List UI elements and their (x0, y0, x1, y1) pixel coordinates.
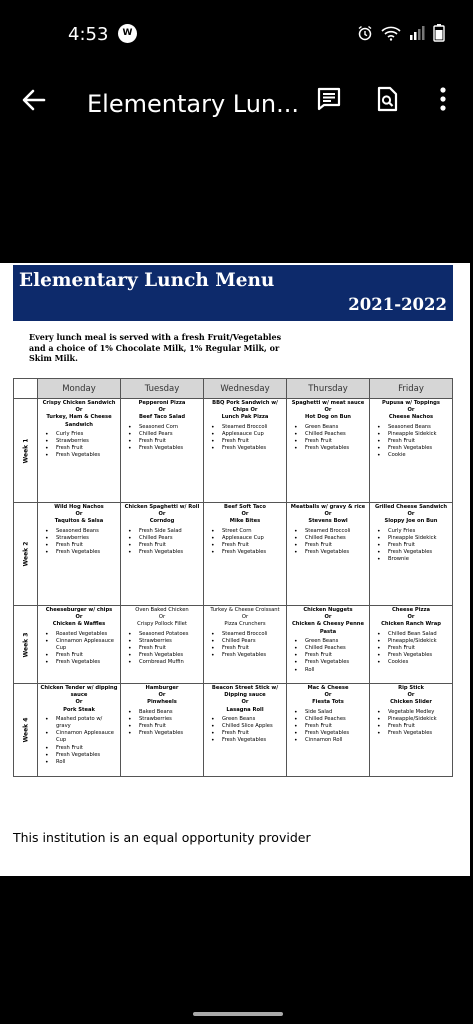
side-items-list (372, 528, 450, 564)
side-item: • Fresh Vegetables (210, 445, 284, 452)
entree-line: Wild Hog Nachos (54, 504, 104, 510)
side-item: • Pineapple/Sidekick (376, 716, 450, 723)
more-options-icon[interactable] (434, 84, 452, 114)
side-item: • Seasoned Beans (376, 424, 450, 431)
entree-line: Pepperoni Pizza (138, 400, 186, 406)
side-item: • Fresh Vegetables (44, 452, 118, 459)
side-item: • Pineapple/Sidekick (376, 638, 450, 645)
back-arrow-icon[interactable] (20, 86, 48, 114)
lunch-menu-table (13, 378, 453, 777)
entree-line: Cheese Pizza (391, 607, 431, 613)
entree-line: Pasta (319, 628, 337, 635)
entree-line: Mac & Cheese (307, 685, 349, 691)
or-separator: Or (241, 699, 249, 706)
day-header: Wednesday (204, 379, 287, 399)
entree-line: Sloppy Joe on Bun (384, 518, 438, 525)
side-items-list (40, 528, 118, 557)
entree-line: Oven Baked Chicken (135, 607, 189, 613)
menu-cell (204, 503, 287, 606)
intro-note: Every lunch meal is served with a fresh Fruit/Vegetables and a choice of 1% Chocolate Milk, 1% Regular Milk, or Skim Milk. (29, 332, 282, 363)
side-item: • Brownie (376, 556, 450, 563)
week-cell (14, 399, 38, 503)
side-item: • Fresh Vegetables (210, 737, 284, 744)
entree-line: Chicken Spaghetti w/ Roll (124, 504, 200, 510)
side-item: • Fresh Fruit (376, 645, 450, 652)
side-item: • Steamed Broccoli (293, 528, 367, 535)
menu-title: Elementary Lunch Menu (19, 270, 275, 291)
entree-line: Corndog (149, 518, 175, 525)
menu-cell (38, 503, 121, 606)
week-label: Week 2 (22, 541, 29, 567)
entree-line: Chicken & Cheesy Penne (291, 621, 365, 628)
document-page (0, 263, 470, 876)
side-items-list (206, 631, 284, 660)
side-items-list (206, 424, 284, 453)
entree-line: Pizza Crunchers (224, 621, 266, 628)
side-item: • Mashed potato w/ gravy (44, 716, 118, 730)
side-items-list (289, 638, 367, 674)
side-item: • Pineapple Sidekick (376, 535, 450, 542)
entree-line: Meatballs w/ gravy & rice (290, 504, 366, 510)
or-separator: Or (158, 407, 166, 414)
home-indicator[interactable] (193, 1012, 283, 1016)
side-item: • Strawberries (44, 438, 118, 445)
side-item: • Fresh Fruit (127, 723, 201, 730)
side-item: • Chilled Peaches (293, 716, 367, 723)
or-separator: Or (407, 692, 415, 699)
entree-line: Turkey & Cheese Croissant (210, 607, 280, 613)
side-item: • Fresh Fruit (44, 745, 118, 752)
app-notification-icon: W (118, 24, 137, 43)
entree-line: Beacon Street Stick w/ (211, 685, 279, 691)
status-time: 4:53 (68, 24, 109, 45)
entree-line: Chicken & Waffles (52, 621, 106, 628)
side-item: • Strawberries (127, 638, 201, 645)
side-item: • Fresh Fruit (210, 542, 284, 549)
entree-line: Beef Taco Salad (138, 414, 186, 421)
menu-cell (287, 399, 370, 503)
side-item: • Fresh Fruit (293, 652, 367, 659)
side-items-list (123, 528, 201, 557)
entree-line: Beef Soft Taco (224, 504, 266, 510)
side-item: • Fresh Vegetables (127, 730, 201, 737)
entree-line: Chicken Slider (390, 699, 432, 706)
entree-line: Lunch Pak Pizza (221, 414, 269, 421)
week-label: Week 4 (22, 717, 29, 743)
signal-icon (409, 25, 425, 46)
side-item: • Green Beans (293, 424, 367, 431)
or-separator: Or (158, 511, 166, 518)
side-item: • Fresh Vegetables (44, 549, 118, 556)
menu-cell (38, 606, 121, 684)
side-item: • Fresh Vegetables (44, 659, 118, 666)
week-row (14, 399, 453, 503)
entree-line: Crispy Pollock Fillet (137, 621, 187, 628)
menu-cell (204, 684, 287, 777)
side-item: • Street Corn (210, 528, 284, 535)
menu-cell (287, 684, 370, 777)
entree-line: Dipping sauce (224, 692, 266, 699)
side-item: • Chilled Slice Apples (210, 723, 284, 730)
side-item: • Roll (293, 667, 367, 674)
side-items-list (40, 431, 118, 460)
entree-line: Pupusa w/ Toppings (382, 400, 440, 406)
side-item: • Cornbread Muffin (127, 659, 201, 666)
entree-line: Turkey, Ham & Cheese (46, 414, 112, 421)
side-item: • Strawberries (44, 535, 118, 542)
menu-cell (121, 684, 204, 777)
menu-cell (121, 606, 204, 684)
side-item: • Roasted Vegetables (44, 631, 118, 638)
equal-opportunity-note: This institution is an equal opportunity provider (13, 830, 311, 845)
title-banner (13, 265, 453, 321)
side-item: • Seasoned Potatoes (127, 631, 201, 638)
side-items-list (372, 709, 450, 738)
side-item: • Fresh Fruit (127, 542, 201, 549)
side-item: • Cinnamon Applesauce Cup (44, 730, 118, 744)
side-item: • Fresh Side Salad (127, 528, 201, 535)
comment-icon[interactable] (316, 86, 342, 112)
side-item: • Fresh Fruit (376, 723, 450, 730)
status-icons (357, 24, 445, 47)
side-items-list (289, 528, 367, 557)
day-header: Tuesday (121, 379, 204, 399)
side-item: • Cookies (376, 659, 450, 666)
or-separator: Or (158, 614, 166, 621)
side-item: • Fresh Vegetables (127, 445, 201, 452)
side-items-list (372, 424, 450, 460)
entree-line: Stevens Bowl (308, 518, 348, 525)
side-item: • Fresh Vegetables (210, 652, 284, 659)
entree-line: Mike Bites (229, 518, 261, 525)
week-row (14, 684, 453, 777)
side-item: • Green Beans (293, 638, 367, 645)
side-item: • Chilled Peaches (293, 645, 367, 652)
or-separator: Or (158, 692, 166, 699)
entree-line: Cheeseburger w/ chips (45, 607, 113, 613)
side-item: • Baked Beans (127, 709, 201, 716)
or-separator: Or (324, 407, 332, 414)
or-separator: Or (407, 511, 415, 518)
week-cell (14, 606, 38, 684)
entree-line: Fiesta Tots (312, 699, 344, 706)
side-item: • Fresh Vegetables (127, 549, 201, 556)
week-label: Week 1 (22, 438, 29, 463)
side-item: • Green Beans (210, 716, 284, 723)
side-item: • Fresh Fruit (376, 438, 450, 445)
side-items-list (206, 716, 284, 745)
side-item: • Fresh Fruit (127, 438, 201, 445)
menu-cell (204, 399, 287, 503)
wifi-icon (381, 25, 401, 46)
side-items-list (123, 709, 201, 738)
menu-cell (287, 503, 370, 606)
side-item: • Chilled Bean Salad (376, 631, 450, 638)
menu-cell (370, 503, 453, 606)
status-bar (0, 0, 473, 66)
side-item: • Fresh Fruit (210, 730, 284, 737)
side-item: • Fresh Vegetables (376, 549, 450, 556)
side-item: • Chilled Pears (127, 535, 201, 542)
side-item: • Seasoned Corn (127, 424, 201, 431)
or-separator: Or (241, 511, 249, 518)
or-separator: Or (75, 511, 83, 518)
entree-line: Sandwich (65, 421, 93, 428)
side-item: • Chilled Peaches (293, 431, 367, 438)
entree-line: Crispy Chicken Sandwich (42, 400, 116, 406)
side-item: • Pineapple Sidekick (376, 431, 450, 438)
side-item: • Vegetable Medley (376, 709, 450, 716)
menu-cell (38, 684, 121, 777)
menu-cell (370, 684, 453, 777)
menu-body (14, 399, 453, 777)
side-item: • Fresh Vegetables (376, 652, 450, 659)
side-item: • Fresh Fruit (127, 645, 201, 652)
side-item: • Steamed Broccoli (210, 424, 284, 431)
menu-cell (121, 503, 204, 606)
side-item: • Chilled Pears (210, 638, 284, 645)
or-separator: Or (75, 407, 83, 414)
side-item: • Seasoned Beans (44, 528, 118, 535)
entree-line: Rip Stick (398, 685, 424, 691)
side-item: • Applesauce Cup (210, 431, 284, 438)
or-separator: Or (324, 614, 332, 621)
menu-cell (204, 606, 287, 684)
or-separator: Or (324, 511, 332, 518)
document-title: Elementary Lun... (87, 90, 300, 118)
side-items-list (289, 709, 367, 745)
side-items-list (372, 631, 450, 667)
side-item: • Fresh Fruit (293, 438, 367, 445)
corner-cell (14, 379, 38, 399)
week-cell (14, 684, 38, 777)
side-item: • Fresh Vegetables (210, 549, 284, 556)
side-item: • Side Salad (293, 709, 367, 716)
app-bar (0, 66, 473, 140)
entree-line: Hot Dog on Bun (305, 414, 351, 421)
side-item: • Cinnamon Roll (293, 737, 367, 744)
entree-line: sauce (70, 692, 88, 699)
side-item: • Cinnamon Applesauce Cup (44, 638, 118, 652)
entree-line: Pork Steak (63, 706, 95, 713)
or-separator: Or (324, 692, 332, 699)
side-item: • Fresh Vegetables (44, 752, 118, 759)
or-separator: Or (407, 614, 415, 621)
side-items-list (123, 631, 201, 667)
side-item: • Roll (44, 759, 118, 766)
side-item: • Fresh Fruit (44, 542, 118, 549)
menu-cell (287, 606, 370, 684)
week-row (14, 503, 453, 606)
side-item: • Applesauce Cup (210, 535, 284, 542)
entree-line: Lasagna Roll (226, 706, 264, 713)
side-item: • Fresh Vegetables (376, 730, 450, 737)
side-item: • Fresh Fruit (293, 723, 367, 730)
side-item: • Fresh Fruit (293, 542, 367, 549)
side-items-list (289, 424, 367, 453)
battery-icon (433, 24, 445, 47)
week-cell (14, 503, 38, 606)
side-item: • Fresh Vegetables (293, 445, 367, 452)
menu-cell (38, 399, 121, 503)
entree-line: Chicken Nuggets (303, 607, 353, 613)
entree-line: Spaghetti w/ meat sauce (291, 400, 365, 406)
entree-line: Chips Or (232, 407, 258, 414)
side-item: • Curly Fries (44, 431, 118, 438)
side-item: • Fresh Fruit (44, 652, 118, 659)
side-item: • Fresh Vegetables (376, 445, 450, 452)
side-item: • Fresh Vegetables (293, 659, 367, 666)
side-items-list (123, 424, 201, 453)
side-item: • Fresh Vegetables (293, 730, 367, 737)
find-in-page-icon[interactable] (374, 86, 400, 112)
menu-cell (370, 606, 453, 684)
side-items-list (206, 528, 284, 557)
alarm-icon (357, 25, 373, 46)
side-items-list (40, 716, 118, 766)
side-item: • Strawberries (127, 716, 201, 723)
day-header: Thursday (287, 379, 370, 399)
side-item: • Steamed Broccoli (210, 631, 284, 638)
side-item: • Fresh Fruit (44, 445, 118, 452)
menu-cell (370, 399, 453, 503)
entree-line: Pinwheels (147, 699, 177, 706)
or-separator: Or (241, 614, 249, 621)
side-item: • Fresh Fruit (376, 542, 450, 549)
entree-line: Grilled Cheese Sandwich (374, 504, 448, 510)
side-item: • Fresh Vegetables (127, 652, 201, 659)
side-item: • Chilled Peaches (293, 535, 367, 542)
side-items-list (40, 631, 118, 667)
entree-line: BBQ Pork Sandwich w/ (212, 400, 278, 406)
side-item: • Fresh Fruit (210, 438, 284, 445)
or-separator: Or (407, 407, 415, 414)
entree-line: Hamburger (145, 685, 179, 691)
side-item: • Fresh Vegetables (293, 549, 367, 556)
entree-line: Cheese Nachos (388, 414, 434, 421)
school-year: 2021-2022 (348, 295, 447, 314)
day-header: Monday (38, 379, 121, 399)
week-row (14, 606, 453, 684)
menu-cell (121, 399, 204, 503)
entree-line: Taquitos & Salsa (54, 518, 104, 525)
or-separator: Or (75, 699, 83, 706)
day-header-row (14, 379, 453, 399)
side-item: • Chilled Pears (127, 431, 201, 438)
entree-line: Chicken Ranch Wrap (381, 621, 441, 628)
day-header: Friday (370, 379, 453, 399)
side-item: • Curly Fries (376, 528, 450, 535)
side-item: • Fresh Fruit (210, 645, 284, 652)
week-label: Week 3 (22, 632, 29, 657)
or-separator: Or (75, 614, 83, 621)
side-item: • Cookie (376, 452, 450, 459)
entree-line: Chicken Tender w/ dipping (40, 685, 118, 691)
